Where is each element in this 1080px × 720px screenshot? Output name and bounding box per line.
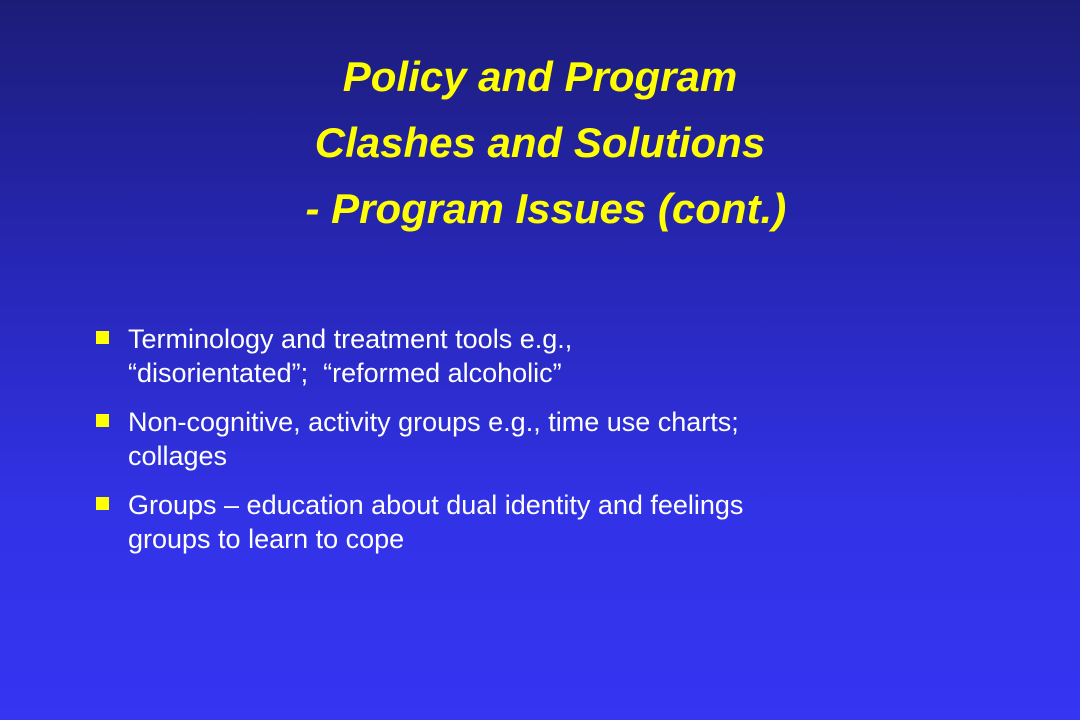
bullet-text-line: Terminology and treatment tools e.g., [128,324,573,354]
bullet-item-activity-groups [96,405,996,473]
bullet-text-line: Non-cognitive, activity groups e.g., time use charts; [128,407,739,437]
title-line-1: Policy and Program [342,53,738,100]
slide-title [0,44,1080,242]
square-bullet-icon [96,497,109,510]
bullet-text-line: collages [128,441,228,471]
bullet-text-line: “disorientated”; “reformed alcoholic” [128,358,562,388]
square-bullet-icon [96,331,109,344]
bullet-text-line: Groups – education about dual identity and feelings [128,490,744,520]
square-bullet-icon [96,414,109,427]
title-line-3: - Program Issues (cont.) [293,185,787,232]
bullet-item-groups-education [96,488,996,556]
bullet-text-line: groups to learn to cope [128,524,405,554]
bullet-item-terminology [96,322,996,390]
title-line-2: Clashes and Solutions [314,119,766,166]
bullet-list [96,322,996,571]
